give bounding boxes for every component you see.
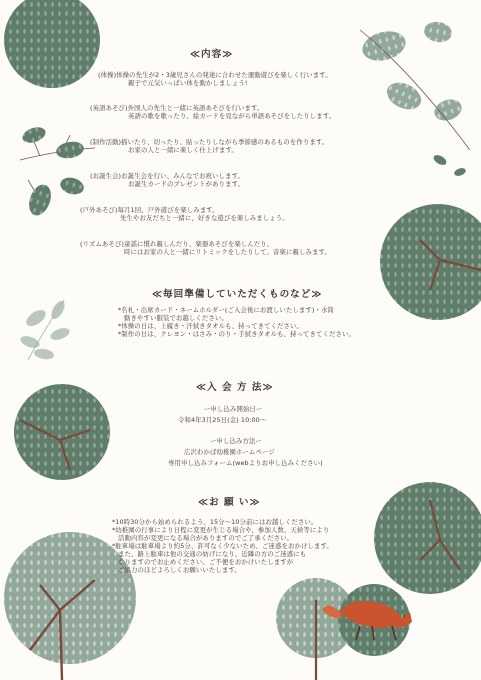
contents-item-line: 時にはお家の人と一緒にリトミックをしたりして、音楽に親しみます。	[124, 248, 331, 256]
request-line: *幼稚園の行事により日程に変更が生じる場合や、参加人数、天候等により	[112, 526, 330, 534]
bring-line: *名札・出席カード・ネームホルダー(ご入会後にお渡しいたします)・水筒	[118, 306, 334, 314]
contents-item-line: お誕生カードのプレゼントがあります。	[128, 180, 245, 188]
contents-item-line: (体操)体操の先生が2・3歳児さんの発達に合わせた運動遊びを楽しく行います。	[98, 71, 332, 79]
bring-line: *制作の日は、クレヨン・はさみ・のり・手拭きタオルも、持ってきてください。	[118, 330, 355, 338]
contents-item-line: (英語あそび)外国人の先生と一緒に英語あそびを行います。	[90, 104, 264, 112]
bring-line: 動きやすい服装でお越しください。	[124, 314, 228, 322]
bring-list	[118, 306, 355, 338]
bring-heading: ≪毎回準備していただくものなど≫	[152, 289, 323, 300]
contents-item-english	[90, 104, 335, 120]
request-line: *駐車場は駐車場より約5分、許可なく少ないため、ご迷惑をおかけします。	[112, 542, 333, 550]
enroll-heading: ≪入 会 方 法≫	[196, 382, 274, 393]
contents-item-rhythm	[80, 240, 331, 256]
contents-item-line: お家の人と一緒に楽しく仕上げます。	[128, 146, 238, 154]
contents-item-line: 先生やお友だちと一緒に、好きな遊びを楽しみましょう。	[120, 214, 289, 222]
bring-line: *体操の日は、上履き・汗拭きタオルも、持ってきてください。	[118, 322, 304, 330]
enroll-method-label: ー申し込み方法ー	[210, 437, 262, 445]
contents-heading: ≪内容≫	[190, 49, 234, 60]
contents-item-line: (戸外あそび)毎月1回、戸外遊びを楽しみます。	[80, 206, 219, 214]
enroll-form: 専用申し込みフォーム(webよりお申し込みください)	[168, 459, 323, 467]
enroll-start-date: 令和4年3月25日(金) 10:00〜	[178, 416, 267, 424]
contents-item-line: 英語の歌を歌ったり、絵カードを見ながら単語あそびをしたりします。	[128, 112, 336, 120]
request-line: *10時30分から始められるよう、15分〜10分前にはお越しください。	[112, 518, 318, 526]
request-line: また、路上駐車は他の交通の妨げになり、近隣の方のご迷惑にも	[118, 550, 307, 558]
contents-item-line: (お誕生会)お誕生会を行い、みんなでお祝いします。	[90, 172, 244, 180]
contents-item-birthday	[90, 172, 244, 188]
request-list	[112, 518, 333, 574]
contents-item-craft	[90, 138, 328, 154]
contents-item-line: (制作活動)描いたり、切ったり、貼ったりしながら季節感のあるものを作ります。	[90, 138, 329, 146]
enroll-homepage: 広沢わかば幼稚園ホームページ	[184, 448, 275, 456]
enroll-start-label: ー申し込み開始日ー	[204, 405, 263, 413]
request-line: ご協力のほどよろしくお願いいたします。	[118, 566, 241, 574]
contents-item-line: (リズムあそび)童謡に慣れ親しんだり、楽器あそびを楽しんだり、	[80, 240, 274, 248]
contents-item-outdoor	[80, 206, 289, 222]
contents-item-gym	[98, 71, 332, 87]
request-heading: ≪お 願 い≫	[198, 497, 261, 508]
contents-item-line: 親子で元気いっぱい体を動かしましょう!	[128, 79, 248, 87]
request-line: 活動内容が変更になる場合がありますのでご了承ください。	[118, 534, 294, 542]
request-line: なりますのでお止めください。ご不便をおかけいたしますが	[118, 558, 294, 566]
